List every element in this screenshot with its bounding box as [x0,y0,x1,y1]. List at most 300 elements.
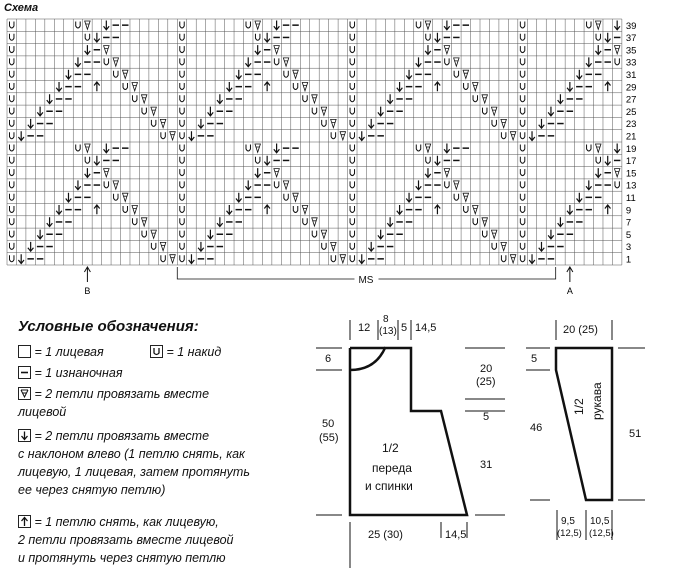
chart-stitch-yo [350,157,354,164]
chart-stitch-yo [464,206,468,213]
chart-stitch-k2 [340,255,345,263]
chart-stitch-yo [10,120,14,126]
chart-stitch-yo [473,218,477,225]
chart-stitch-k2 [425,144,430,152]
row-label: 39 [625,20,637,32]
chart-stitch-ssk [274,21,280,30]
body-bottom-145: 14,5 [445,529,467,541]
chart-stitch-yo [520,34,524,41]
chart-stitch-yo [10,22,14,29]
chart-stitch-k2 [491,107,496,115]
chart-stitch-yo [10,132,14,139]
chart-stitch-k2 [501,119,506,127]
chart-stitch-ssk [94,33,100,42]
chart-stitch-ssk [435,156,441,165]
legend-k2tog [18,386,209,402]
chart-stitch-yo [350,22,354,29]
legend-ssk-text-2: с наклоном влево (1 петлю снять, как [18,447,245,461]
chart-stitch-ssk [416,57,422,66]
chart-stitch-ssk [245,57,251,66]
chart-stitch-yo [520,255,524,262]
chart-title: Схема [4,2,39,14]
chart-stitch-yo [10,157,14,164]
chart-stitch-ssk [227,82,233,91]
chart-stitch-ssk [614,144,620,153]
chart-stitch-ssk [75,57,81,66]
body-right-20: 20 [480,363,493,375]
chart-stitch-ssk [397,82,403,91]
chart-stitch-yo [161,255,165,262]
legend-s2k-text-2: 2 петли провязать вместе лицевой [18,533,234,547]
chart-stitch-k2 [151,230,156,238]
chart-stitch-ssk [539,242,545,251]
chart-stitch-ssk [94,156,100,165]
chart-stitch-ssk [104,144,110,153]
legend-ssk [18,428,209,444]
chart-stitch-yo [350,95,354,102]
chart-stitch-k2 [302,83,307,91]
chart-stitch-yo [10,95,14,102]
chart-stitch-yo [520,83,524,90]
chart-stitch-yo [274,181,278,188]
chart-stitch-yo [180,22,184,29]
body-label-2: переда [372,461,412,475]
chart-stitch-yo [114,71,118,78]
chart-stitch-yo [322,243,326,250]
chart-stitch-ssk [416,180,422,189]
chart-stitch-yo [180,132,184,139]
chart-stitch-ssk [47,94,53,103]
chart-stitch-yo [161,132,165,139]
chart-stitch-yo [10,231,14,238]
chart-stitch-yo [331,132,335,139]
chart-stitch-yo [520,58,524,65]
chart-stitch-yo [246,22,250,29]
legend-ssk-text-3: лицевую, 1 лицевая, затем протянуть [18,465,250,479]
s2kp-symbol-icon [18,515,31,528]
chart-stitch-ssk [577,193,583,202]
chart-stitch-ssk [85,45,91,54]
chart-stitch-yo [454,71,458,78]
garment-schematic [300,300,690,576]
chart-stitch-yo [312,231,316,238]
chart-stitch-k2 [312,95,317,103]
chart-stitch-ssk [18,254,24,263]
chart-stitch-ssk [368,119,374,128]
chart-stitch-yo [123,83,127,90]
row-label: 35 [625,45,637,57]
chart-stitch-ssk [387,94,393,103]
chart-stitch-yo [312,108,316,115]
knit-symbol-icon [18,345,31,358]
chart-stitch-k2 [510,255,515,263]
chart-stitch-k2 [283,181,288,189]
chart-stitch-yo [255,157,259,164]
chart-stitch-k2 [614,46,619,54]
chart-stitch-ssk [28,119,34,128]
chart-stitch-yo [492,243,496,250]
chart-stitch-ssk [37,230,43,239]
chart-stitch-ssk [189,254,195,263]
chart-stitch-k2 [491,230,496,238]
chart-stitch-ssk [406,70,412,79]
chart-stitch-k2 [85,144,90,152]
chart-stitch-yo [445,181,449,188]
chart-stitch-yo [293,206,297,213]
chart-stitch-yo [520,243,524,250]
chart-stitch-k2 [151,107,156,115]
chart-stitch-yo [350,194,354,201]
chart-stitch-yo [180,95,184,102]
chart-stitch-ssk [595,168,601,177]
chart-stitch-yo [520,206,524,213]
row-label: 31 [625,70,637,81]
chart-stitch-ssk [558,94,564,103]
body-left-50: 50 [322,418,335,430]
chart-stitch-ssk [28,242,34,251]
chart-stitch-yo [520,169,524,176]
body-top-145: 14,5 [415,322,437,334]
chart-stitch-ssk [208,230,214,239]
row-label: 7 [625,217,632,229]
chart-stitch-ssk [56,205,62,214]
chart-stitch-ssk [198,119,204,128]
body-top-12: 12 [358,322,371,334]
chart-stitch-yo [10,169,14,176]
chart-stitch-ssk [595,45,601,54]
chart-stitch-yo [587,22,591,29]
chart-stitch-k2 [141,95,146,103]
chart-stitch-k2 [113,58,118,66]
body-top-8b: (13) [379,326,397,337]
chart-stitch-yo [142,108,146,115]
chart-stitch-yo [350,83,354,90]
chart-stitch-ssk [104,21,110,30]
legend-ssk-text-4: ее через снятую петлю) [18,483,166,497]
chart-stitch-k2 [331,119,336,127]
chart-stitch-yo [350,120,354,126]
chart-stitch-k2 [141,218,146,226]
chart-stitch-s2k [605,205,611,214]
chart-stitch-ssk [567,82,573,91]
k2tog-symbol-icon [18,387,31,400]
chart-stitch-yo [123,206,127,213]
chart-stitch-yo [180,46,184,53]
chart-stitch-ssk [208,107,214,116]
chart-stitch-k2 [425,21,430,29]
chart-stitch-yo [350,46,354,53]
chart-stitch-yo [180,181,184,188]
chart-stitch-yo [483,108,487,115]
chart-stitch-k2 [255,21,260,29]
chart-stitch-yo [10,181,14,188]
chart-stitch-yo [520,157,524,164]
chart-stitch-ssk [425,45,431,54]
sleeve-label-1: 1/2 [572,398,586,415]
chart-stitch-yo [180,218,184,225]
chart-stitch-k2 [321,107,326,115]
chart-stitch-ssk [264,156,270,165]
chart-stitch-yo [255,34,259,41]
chart-stitch-yo [520,46,524,53]
chart-stitch-s2k [264,82,270,91]
row-label: 17 [625,156,637,168]
chart-stitch-yo [501,132,505,139]
chart-stitch-ssk [227,205,233,214]
chart-stitch-yo [520,145,524,152]
sleeve-bottom-105: 10,5 [590,516,610,527]
chart-stitch-ssk [444,21,450,30]
chart-stitch-yo [85,157,89,164]
sleeve-bottom-105b: (12,5) [589,528,614,539]
chart-stitch-ssk [425,168,431,177]
chart-stitch-yo [284,194,288,201]
sleeve-bottom-95b: (12,5) [557,528,582,539]
chart-stitch-ssk [359,254,365,263]
chart-stitch-yo [350,34,354,41]
chart-stitch-ssk [217,217,223,226]
chart-stitch-yo [10,71,14,78]
legend-s2k-text-3: и протянуть через снятую петлю [18,551,226,565]
chart-stitch-ssk [37,107,43,116]
row-label: 5 [625,229,632,241]
body-top-5: 5 [401,322,408,334]
body-neck-6: 6 [325,353,332,365]
chart-stitch-yo [85,34,89,41]
chart-stitch-ssk [236,70,242,79]
chart-stitch-yo [350,58,354,65]
chart-stitch-s2k [94,82,100,91]
chart-stitch-k2 [274,46,279,54]
marker-a: A [566,286,573,296]
chart-stitch-ssk [558,217,564,226]
sleeve-left-5: 5 [531,353,538,365]
chart-stitch-yo [274,58,278,65]
chart-stitch-ssk [66,70,72,79]
chart-stitch-yo [10,58,14,65]
chart-stitch-ssk [577,70,583,79]
chart-stitch-yo [331,255,335,262]
chart-stitch-ssk [274,144,280,153]
chart-stitch-k2 [614,169,619,177]
chart-stitch-k2 [104,169,109,177]
chart-stitch-yo [10,206,14,213]
chart-stitch-yo [473,95,477,102]
chart-stitch-k2 [510,132,515,140]
chart-stitch-k2 [123,70,128,78]
chart-stitch-ssk [444,144,450,153]
chart-stitch-ssk [529,131,535,140]
sleeve-right-51: 51 [629,428,642,440]
chart-stitch-k2 [113,181,118,189]
chart-stitch-k2 [596,21,601,29]
chart-stitch-yo [10,243,14,250]
sleeve-top-20: 20 (25) [563,324,598,336]
legend-k2tog-text: = 2 петли провязать вместе [34,387,210,401]
chart-stitch-yo [445,58,449,65]
chart-stitch-yo [520,22,524,29]
chart-stitch-ssk [236,193,242,202]
chart-stitch-k2 [160,242,165,250]
chart-stitch-k2 [283,58,288,66]
chart-stitch-yo [483,231,487,238]
sleeve-piece [526,320,645,540]
yarn-over-icon [150,345,163,358]
chart-stitch-k2 [312,218,317,226]
chart-stitch-k2 [331,242,336,250]
chart-stitch-yo [151,243,155,250]
chart-stitch-k2 [293,70,298,78]
chart-stitch-yo [180,206,184,213]
chart-stitch-yo [426,34,430,41]
chart-stitch-yo [596,34,600,41]
row-label: 9 [625,205,632,217]
chart-stitch-k2 [444,46,449,54]
body-right-31: 31 [480,459,493,471]
row-label: 15 [625,168,637,180]
chart-stitch-yo [76,22,80,29]
chart-stitch-k2 [132,83,137,91]
marker-a-arrow [567,267,573,282]
chart-stitch-yo [501,255,505,262]
sleeve-left-46: 46 [530,422,543,434]
chart-stitch-k2 [340,132,345,140]
chart-stitch-yo [104,181,108,188]
chart-stitch-yo [350,132,354,139]
chart-stitch-yo [615,58,619,65]
chart-stitch-yo [10,108,14,115]
chart-stitch-ssk [47,217,53,226]
sleeve-label-2: рукава [590,382,604,420]
chart-stitch-yo [520,95,524,102]
chart-stitch-s2k [435,82,441,91]
chart-stitch-k2 [454,181,459,189]
repeat-label: MS [358,275,374,286]
chart-stitch-yo [76,145,80,152]
chart-stitch-yo [180,58,184,65]
chart-stitch-ssk [605,33,611,42]
row-label: 33 [625,57,637,69]
chart-grid [7,19,622,265]
chart-stitch-k2 [463,193,468,201]
chart-stitch-yo [151,120,155,126]
chart-stitch-ssk [359,131,365,140]
legend-k2tog-text-2: лицевой [18,405,67,419]
chart-stitch-ssk [264,33,270,42]
ssk-symbol-icon [18,429,31,442]
chart-stitch-yo [426,157,430,164]
legend-s2k-text: = 1 петлю снять, как лицевую, [34,515,219,529]
row-label: 11 [625,193,636,204]
chart-stitch-yo [350,181,354,188]
chart-stitch-k2 [255,144,260,152]
chart-stitch-yo [132,218,136,225]
legend-knit-text: = 1 лицевая [34,345,104,359]
chart-stitch-s2k [605,82,611,91]
chart-stitch-k2 [501,242,506,250]
chart-stitch-ssk [605,156,611,165]
legend-ssk-text: = 2 петли провязать вместе [34,429,210,443]
legend-s2k [18,514,219,530]
body-label-1: 1/2 [382,441,399,455]
chart-stitch-k2 [302,206,307,214]
chart-stitch-yo [284,71,288,78]
chart-stitch-k2 [482,95,487,103]
chart-stitch-yo [180,83,184,90]
chart-stitch-yo [454,194,458,201]
chart-stitch-yo [350,243,354,250]
body-top-8: 8 [383,314,389,325]
body-right-5: 5 [483,411,490,423]
chart-stitch-ssk [18,131,24,140]
chart-stitch-yo [10,194,14,201]
chart-stitch-yo [180,255,184,262]
chart-stitch-yo [180,120,184,126]
chart-stitch-s2k [94,205,100,214]
chart-stitch-ssk [614,21,620,30]
chart-stitch-yo [464,83,468,90]
chart-stitch-ssk [368,242,374,251]
legend-knit [18,344,104,360]
chart-stitch-ssk [586,57,592,66]
chart-stitch-k2 [132,206,137,214]
row-label: 3 [625,242,632,254]
chart-stitch-ssk [539,119,545,128]
chart-stitch-k2 [473,83,478,91]
chart-stitch-s2k [264,205,270,214]
chart-stitch-ssk [245,180,251,189]
legend-purl [18,365,123,381]
chart-stitch-ssk [75,180,81,189]
chart-stitch-yo [10,34,14,41]
chart-stitch-ssk [548,107,554,116]
chart-stitch-yo [142,231,146,238]
chart-stitch-k2 [293,193,298,201]
chart-stitch-ssk [255,45,261,54]
chart-stitch-yo [350,231,354,238]
chart-stitch-yo [303,218,307,225]
chart-stitch-yo [350,255,354,262]
chart-stitch-ssk [198,242,204,251]
chart-stitch-s2k [435,205,441,214]
chart-stitch-yo [520,181,524,188]
chart-stitch-k2 [321,230,326,238]
chart-stitch-yo [520,218,524,225]
chart-stitch-ssk [548,230,554,239]
body-label-3: и спинки [365,479,413,493]
chart-stitch-ssk [397,205,403,214]
chart-stitch-ssk [378,230,384,239]
chart-stitch-k2 [160,119,165,127]
chart-stitch-yo [350,218,354,225]
chart-stitch-yo [615,181,619,188]
legend-heading: Условные обозначения: [18,318,199,335]
marker-b: B [84,286,91,296]
chart-stitch-yo [180,108,184,115]
chart-stitch-yo [350,145,354,152]
chart-stitch-yo [350,206,354,213]
chart-stitch-yo [104,58,108,65]
chart-stitch-k2 [170,255,175,263]
chart-stitch-ssk [56,82,62,91]
chart-stitch-ssk [406,193,412,202]
chart-stitch-yo [180,231,184,238]
chart-stitch-yo [416,22,420,29]
chart-stitch-yo [180,169,184,176]
body-right-20b: (25) [476,376,496,388]
chart-stitch-ssk [435,33,441,42]
chart-stitch-k2 [85,21,90,29]
